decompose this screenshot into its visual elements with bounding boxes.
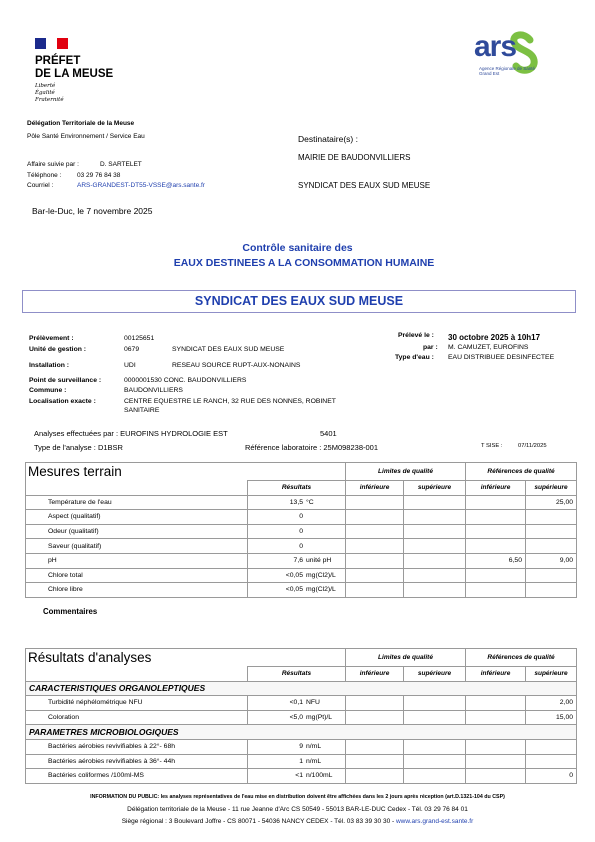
table-row: [26, 710, 577, 725]
result-value: [248, 739, 346, 754]
result-number: <1: [295, 772, 303, 780]
republic-motto: Liberté Égalité Fraternité: [35, 83, 64, 104]
limit-sup: [404, 769, 466, 784]
ref-inf: [466, 696, 526, 711]
result-value: [248, 696, 346, 711]
table-row: [26, 553, 577, 568]
param-name: Odeur (qualitatif): [26, 524, 248, 539]
terrain-ref-sup: supérieure: [526, 481, 577, 496]
mesures-terrain-table: [25, 462, 577, 598]
ref-sup: 0: [526, 769, 577, 784]
limit-inf: [346, 539, 404, 554]
ref-inf: [466, 754, 526, 769]
table-row: [26, 568, 577, 583]
limit-sup: [404, 583, 466, 598]
result-value: [248, 510, 346, 525]
ref-sup: [526, 539, 577, 554]
result-number: 7,6: [293, 557, 303, 565]
tsise-value: 07/11/2025: [518, 443, 547, 449]
unite-label: Unité de gestion :: [29, 346, 87, 353]
title-line2: EAUX DESTINEES A LA CONSOMMATION HUMAINE: [173, 257, 435, 269]
limit-sup: [404, 739, 466, 754]
result-value: [248, 583, 346, 598]
limit-inf: [346, 510, 404, 525]
ref-inf: [466, 495, 526, 510]
analyses-label: Analyses effectuées par : EUROFINS HYDROLOGIE EST: [34, 429, 228, 438]
ref-sup: 2,00: [526, 696, 577, 711]
param-name: Bactéries coliformes /100ml-MS: [26, 769, 248, 784]
footer-address-1: Délégation territoriale de la Meuse - 11 rue Jeanne d'Arc CS 50549 - 55013 BAR-LE-DUC Cedex - Tél. 03 29 76 84 01: [127, 806, 468, 813]
par-value: M. CAMUZET, EUROFINS: [448, 344, 529, 351]
recipient-mairie: MAIRIE DE BAUDONVILLIERS: [298, 153, 411, 162]
table-row: [26, 769, 577, 784]
tsise-label: T SISE :: [481, 443, 503, 449]
limit-sup: [404, 524, 466, 539]
point-label: Point de surveillance :: [29, 377, 102, 384]
param-name: Aspect (qualitatif): [26, 510, 248, 525]
table-row: [26, 495, 577, 510]
recipient-label: Destinataire(s) :: [298, 134, 358, 144]
terrain-ref-inf: inférieure: [466, 481, 526, 496]
result-number: 9: [299, 743, 303, 751]
ref-inf: [466, 510, 526, 525]
ref-sup: 9,00: [526, 553, 577, 568]
courriel-label: Courriel :: [27, 182, 54, 189]
ref-sup: [526, 568, 577, 583]
affaire-value: D. SARTELET: [100, 161, 142, 168]
param-name: Chlore libre: [26, 583, 248, 598]
ref-inf: [466, 710, 526, 725]
terrain-resultats-header: Résultats: [248, 481, 346, 496]
ref-inf: 6,50: [466, 553, 526, 568]
installation-name: RESEAU SOURCE RUPT-AUX-NONAINS: [172, 362, 301, 369]
installation-code: UDI: [124, 362, 136, 369]
ref-sup: [526, 754, 577, 769]
result-unit: unité pH: [306, 557, 332, 565]
localisation-line1: CENTRE EQUESTRE LE RANCH, 32 RUE DES NONNES, ROBINET: [124, 398, 336, 405]
result-number: <0,05: [285, 586, 303, 594]
ref-sup: 15,00: [526, 710, 577, 725]
banner-text: SYNDICAT DES EAUX SUD MEUSE: [194, 294, 404, 308]
param-name: pH: [26, 553, 248, 568]
result-value: [248, 553, 346, 568]
limit-sup: [404, 553, 466, 568]
limit-inf: [346, 553, 404, 568]
analyses-ref-sup: supérieure: [526, 667, 577, 682]
delegation-name: Délégation Territoriale de la Meuse: [27, 120, 135, 127]
ref-labo: Référence laboratoire : 25M098238-001: [245, 443, 379, 452]
ref-inf: [466, 739, 526, 754]
analyses-references-header: Références de qualité: [466, 649, 577, 667]
terrain-lim-sup: supérieure: [404, 481, 466, 496]
table-row: [26, 510, 577, 525]
limit-inf: [346, 710, 404, 725]
localisation-line2: SANITAIRE: [124, 407, 160, 414]
commentaires-label: Commentaires: [43, 607, 98, 616]
analyses-title: Résultats d'analyses: [26, 649, 248, 667]
ref-sup: [526, 739, 577, 754]
result-unit: mg(Cl2)/L: [306, 571, 336, 579]
result-value: [248, 495, 346, 510]
ref-sup: [526, 524, 577, 539]
ref-inf: [466, 568, 526, 583]
limit-inf: [346, 524, 404, 539]
affaire-label: Affaire suivie par :: [27, 161, 79, 168]
table-row: [26, 739, 577, 754]
table-row: [26, 754, 577, 769]
limit-sup: [404, 696, 466, 711]
terrain-limites-header: Limites de qualité: [346, 463, 466, 481]
pole-name: Pôle Santé Environnement / Service Eau: [27, 133, 145, 140]
result-unit: n/100mL: [306, 772, 333, 780]
result-number: <0,05: [285, 571, 303, 579]
table-row: [26, 583, 577, 598]
ref-sup: 25,00: [526, 495, 577, 510]
prefet-title: PRÉFET DE LA MEUSE: [35, 55, 114, 80]
analyses-ref-inf: inférieure: [466, 667, 526, 682]
title-line1: Contrôle sanitaire des: [242, 242, 353, 254]
telephone-value: 03 29 76 84 38: [77, 172, 121, 179]
result-unit: mg(Pt)/L: [306, 714, 333, 722]
ref-sup: [526, 510, 577, 525]
section-organoleptiques: CARACTERISTIQUES ORGANOLEPTIQUES: [26, 681, 577, 696]
result-number: 0: [299, 513, 303, 521]
type-analyse: Type de l'analyse : D1BSR: [34, 443, 123, 452]
table-row: [26, 524, 577, 539]
limit-inf: [346, 769, 404, 784]
ref-inf: [466, 583, 526, 598]
result-unit: °C: [306, 498, 314, 506]
analyses-limites-header: Limites de qualité: [346, 649, 466, 667]
limit-sup: [404, 510, 466, 525]
result-number: 13,5: [289, 498, 303, 506]
ref-sup: [526, 583, 577, 598]
section-microbiologiques: PARAMETRES MICROBIOLOGIQUES: [26, 725, 577, 740]
param-name: Turbidité néphélométrique NFU: [26, 696, 248, 711]
ars-logo: ars Agence Régionale de Santé Grand Est: [474, 30, 536, 76]
unite-name: SYNDICAT DES EAUX SUD MEUSE: [172, 346, 285, 353]
ref-inf: [466, 539, 526, 554]
limit-inf: [346, 495, 404, 510]
telephone-label: Téléphone :: [27, 172, 62, 179]
ref-inf: [466, 769, 526, 784]
result-unit: n/mL: [306, 743, 322, 751]
result-unit: NFU: [306, 699, 320, 707]
preleve-le-label: Prélevé le :: [398, 332, 434, 339]
terrain-lim-inf: inférieure: [346, 481, 404, 496]
result-number: 0: [299, 528, 303, 536]
result-value: [248, 539, 346, 554]
terrain-references-header: Références de qualité: [466, 463, 577, 481]
ars-website-link[interactable]: www.ars.grand-est.sante.fr: [395, 818, 474, 825]
prelevement-label: Prélèvement :: [29, 335, 74, 342]
localisation-label: Localisation exacte :: [29, 398, 96, 405]
param-name: Bactéries aérobies revivifiables à 36°- 44h: [26, 754, 248, 769]
point-value: 0000001530 CONC. BAUDONVILLIERS: [124, 377, 247, 384]
result-unit: n/mL: [306, 757, 322, 765]
recipient-syndicat: SYNDICAT DES EAUX SUD MEUSE: [298, 181, 431, 190]
ref-inf: [466, 524, 526, 539]
result-number: 0: [299, 542, 303, 550]
param-name: Chlore total: [26, 568, 248, 583]
footer-address-2: Siège régional : 3 Boulevard Joffre - CS 80071 - 54036 NANCY CEDEX - Tél. 03 83 39 30 30 - www.ars.grand-est.sante.fr: [121, 818, 474, 825]
limit-inf: [346, 754, 404, 769]
analyses-lim-sup: supérieure: [404, 667, 466, 682]
par-label: par :: [423, 344, 438, 351]
analyses-code: 5401: [320, 429, 337, 438]
result-value: [248, 754, 346, 769]
result-value: [248, 710, 346, 725]
limit-inf: [346, 568, 404, 583]
terrain-title: Mesures terrain: [26, 463, 248, 481]
preleve-le-value: 30 octobre 2025 à 10h17: [448, 333, 541, 342]
result-number: <5,0: [289, 714, 303, 722]
table-row: [26, 539, 577, 554]
courriel-link[interactable]: ARS-GRANDEST-DT55-VSSE@ars.sante.fr: [77, 182, 205, 189]
table-row: [26, 696, 577, 711]
unite-code: 0679: [124, 346, 140, 353]
analyses-lim-inf: inférieure: [346, 667, 404, 682]
result-number: <0,1: [289, 699, 303, 707]
limit-inf: [346, 583, 404, 598]
type-eau-label: Type d'eau :: [395, 354, 434, 361]
footer-notice: INFORMATION DU PUBLIC: les analyses représentatives de l'eau mise en distribution doivent être affichées dans les 2 jours après réception (art.D.1321-104 du CSP): [90, 794, 505, 800]
result-unit: mg(Cl2)/L: [306, 586, 336, 594]
result-value: [248, 769, 346, 784]
prelevement-value: 00125651: [124, 335, 155, 342]
param-name: Température de l'eau: [26, 495, 248, 510]
installation-label: Installation :: [29, 362, 70, 369]
limit-sup: [404, 754, 466, 769]
limit-sup: [404, 539, 466, 554]
param-name: Coloration: [26, 710, 248, 725]
param-name: Bactéries aérobies revivifiables à 22°- 68h: [26, 739, 248, 754]
result-value: [248, 568, 346, 583]
date-line: Bar-le-Duc, le 7 novembre 2025: [32, 206, 153, 216]
limit-inf: [346, 696, 404, 711]
commune-label: Commune :: [29, 387, 67, 394]
limit-sup: [404, 568, 466, 583]
param-name: Saveur (qualitatif): [26, 539, 248, 554]
limit-sup: [404, 710, 466, 725]
resultats-analyses-table: [25, 648, 577, 784]
commune-value: BAUDONVILLIERS: [124, 387, 183, 394]
limit-inf: [346, 739, 404, 754]
result-value: [248, 524, 346, 539]
type-eau-value: EAU DISTRIBUEE DESINFECTEE: [448, 354, 555, 361]
republique-francaise-logo: [35, 38, 69, 52]
result-number: 1: [299, 757, 303, 765]
analyses-resultats-header: Résultats: [248, 667, 346, 682]
limit-sup: [404, 495, 466, 510]
